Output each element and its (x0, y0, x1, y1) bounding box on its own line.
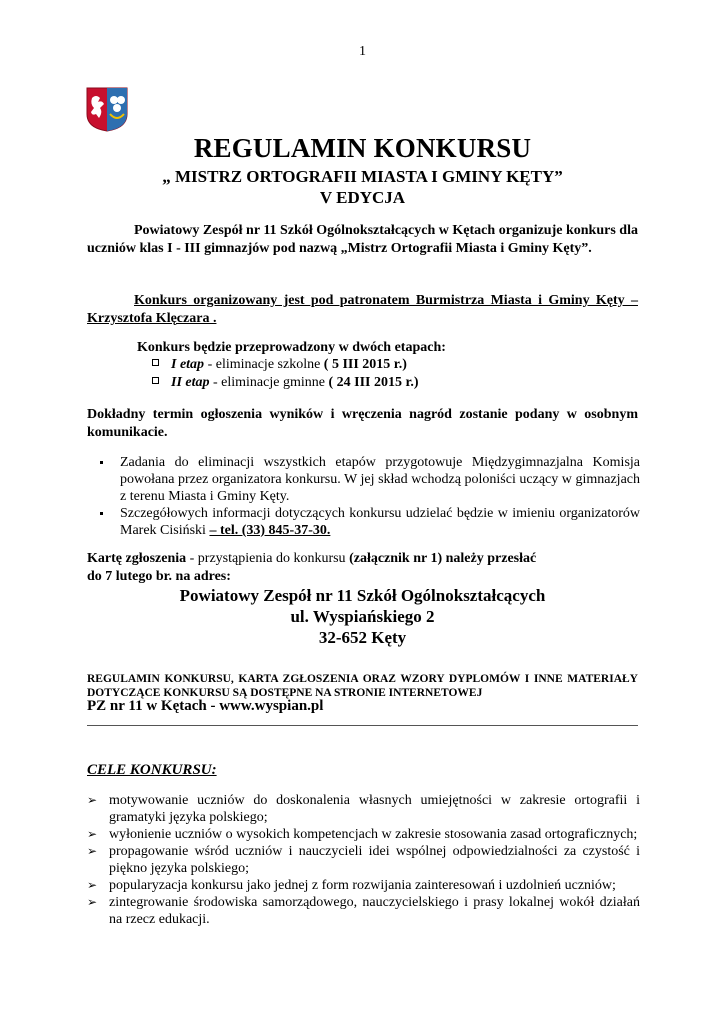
arrow-bullet-icon: ➢ (87, 827, 98, 841)
stage-date: ( 5 III 2015 r.) (323, 357, 407, 372)
stage-desc: - eliminacje gminne (209, 375, 329, 390)
website-line[interactable]: PZ nr 11 w Kętach - www.wyspian.pl (87, 698, 324, 714)
application-paragraph: Kartę zgłoszenia - przystąpienia do konkursu (załącznik nr 1) należy przesłać do 7 lutego br. na adres: (87, 551, 537, 584)
bullet-icon (100, 512, 103, 515)
results-paragraph: Dokładny termin ogłoszenia wyników i wręczenia nagród zostanie podany w osobnym komunikacie. (87, 407, 638, 440)
arrow-bullet-icon: ➢ (87, 793, 98, 807)
edition-label: V EDYCJA (319, 188, 406, 207)
info-list (100, 454, 640, 539)
phone-number: – tel. (33) 845-37-30. (209, 523, 331, 538)
contest-name: „ MISTRZ ORTOGRAFII MIASTA I GMINY KĘTY” (162, 167, 563, 186)
stage-item (152, 374, 419, 392)
list-item: Zadania do eliminacji wszystkich etapów przygotowuje Międzygimnazjalna Komisja powołana przez organizatora konkursu. W jej skład wchodzą poloniści uczący w gimnazjach z terenu Miasta i Gminy Kęty. (100, 454, 640, 505)
arrow-bullet-icon: ➢ (87, 878, 98, 892)
list-item: ➢ zintegrowanie środowiska samorządowego, nauczycielskiego i prasy lokalnej wokół działań na rzecz edukacji. (87, 895, 640, 927)
arrow-bullet-icon: ➢ (87, 844, 98, 858)
stage-item (152, 356, 407, 374)
divider (87, 725, 638, 726)
stage-date: ( 24 III 2015 r.) (328, 375, 419, 390)
stages-heading: Konkurs będzie przeprowadzony w dwóch etapach: (137, 340, 446, 355)
list-item: ➢ popularyzacja konkursu jako jednej z form rozwijania zainteresowań i uzdolnień uczniów; (87, 878, 616, 893)
list-item: Szczegółowych informacji dotyczących konkursu udzielać będzie w imieniu organizatorów Marek Cisiński – tel. (33) 845-37-30. (100, 505, 640, 539)
stage-label: I etap (171, 357, 205, 372)
coat-of-arms-icon (84, 86, 130, 132)
stage-desc: - eliminacje szkolne (204, 357, 324, 372)
list-item: ➢ wyłonienie uczniów o wysokich kompetencjach w zakresie stosowania zasad ortograficznych; (87, 827, 638, 842)
address-line: ul. Wyspiańskiego 2 (290, 607, 435, 626)
list-item: ➢ motywowanie uczniów do doskonalenia własnych umiejętności w zakresie ortografii i gramatyki języka polskiego; (87, 793, 640, 825)
bullet-icon (100, 461, 103, 464)
intro-paragraph: Powiatowy Zespół nr 11 Szkół Ogólnokształcących w Kętach organizuje konkurs dla uczniów klas I - III gimnazjów pod nazwą „Mistrz Ortografii Miasta i Gminy Kęty”. (87, 223, 638, 256)
goals-heading: CELE KONKURSU: (87, 762, 217, 778)
address-line: Powiatowy Zespół nr 11 Szkół Ogólnokształcących (179, 586, 546, 605)
checkbox-bullet-icon (152, 377, 159, 384)
checkbox-bullet-icon (152, 359, 159, 366)
list-item: ➢ propagowanie wśród uczniów i nauczycieli idei wspólnej odpowiedzialności za czystość i piękno języka polskiego; (87, 844, 640, 876)
address-line: 32-652 Kęty (318, 628, 407, 647)
document-title: REGULAMIN KONKURSU (193, 133, 532, 163)
materials-notice: REGULAMIN KONKURSU, KARTA ZGŁOSZENIA ORAZ WZORY DYPLOMÓW I INNE MATERIAŁY DOTYCZĄCE KONKURSU SĄ DOSTĘPNE NA STRONIE INTERNETOWEJ (87, 673, 638, 699)
stage-label: II etap (171, 375, 210, 390)
page-number: 1 (359, 44, 366, 59)
patronage-paragraph: Konkurs organizowany jest pod patronatem Burmistrza Miasta i Gminy Kęty – Krzysztofa Klęczara . (87, 293, 638, 326)
arrow-bullet-icon: ➢ (87, 895, 98, 909)
goals-list (87, 792, 640, 928)
